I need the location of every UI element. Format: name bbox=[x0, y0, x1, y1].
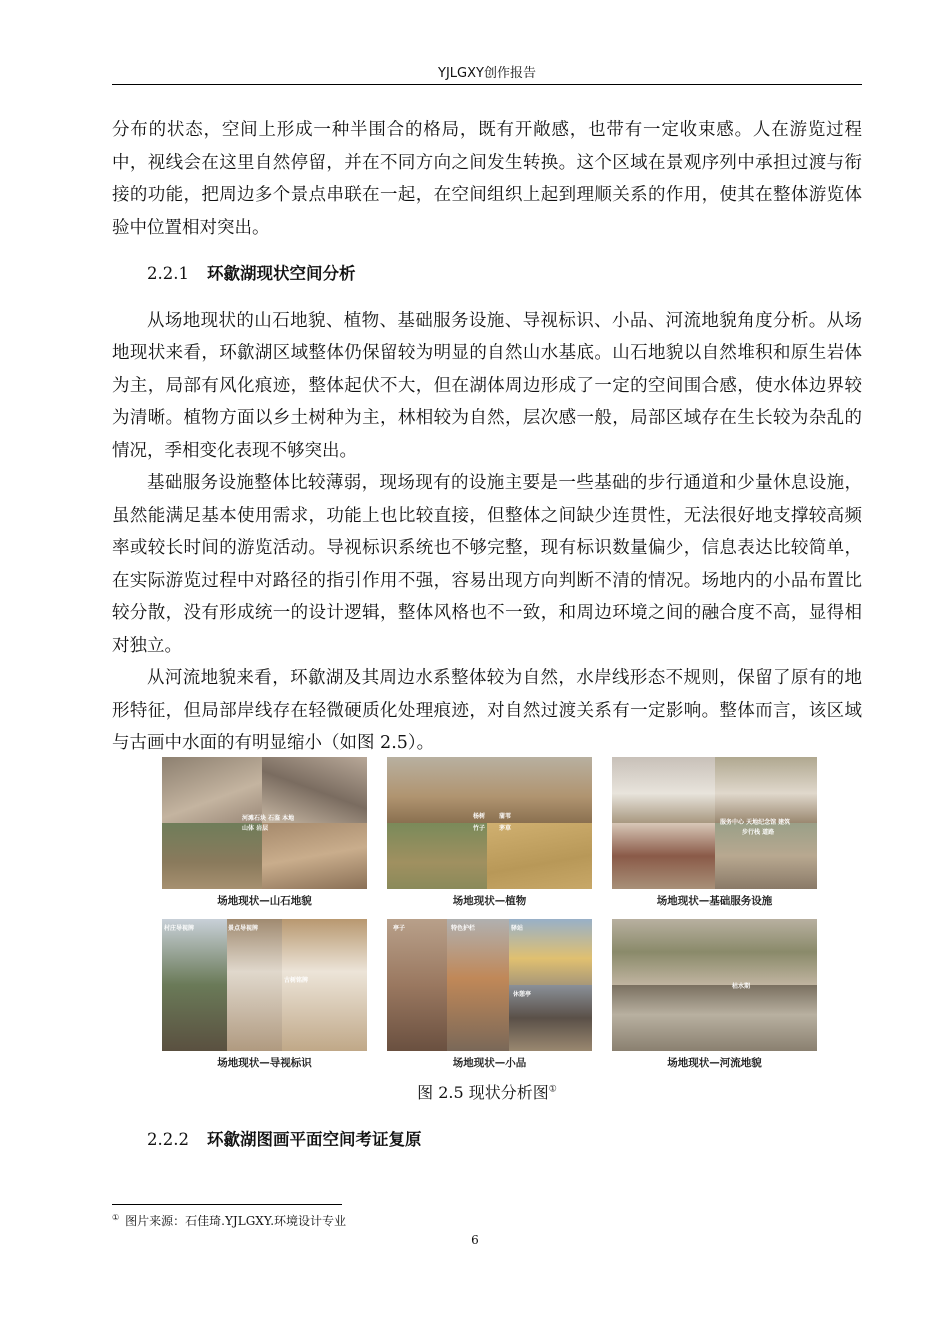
photo-tag: 古树铭牌 bbox=[284, 977, 309, 984]
paragraph-2: 基础服务设施整体比较薄弱，现场现有的设施主要是一些基础的步行通道和少量休息设施，虽然能满足基本使用需求，功能上也比较直接，但整体之间缺少连贯性，无法很好地支撑较高频率或较长时间的游览活动。导视标识系统也不够完整，现有标识数量偏少，信息表达比较简单，在实际游览过程中对路径的指引作用不强，容易出现方向判断不清的情况。场地内的小品布置比较分散，没有形成统一的设计逻辑，整体风格也不一致，和周边环境之间的融合度不高，显得相对独立。 bbox=[112, 473, 862, 656]
photo-tag: 特色护栏 bbox=[451, 925, 476, 932]
section-heading-222 bbox=[147, 1126, 421, 1150]
footnote-text: 图片来源：石佳琦.YJLGXY.环境设计专业 bbox=[125, 1214, 347, 1228]
photo-tag: 休憩亭 bbox=[513, 991, 532, 998]
panel-caption: 场地现状—小品 bbox=[452, 1057, 527, 1069]
header-rule bbox=[112, 84, 862, 85]
paragraph-3: 从河流地貌来看，环歙湖及其周边水系整体较为自然，水岸线形态不规则，保留了原有的地形特征，但局部岸线存在轻微硬质化处理痕迹，对自然过渡关系有一定影响。整体而言，该区域与古画中水面的有明显缩小（如图 2.5）。 bbox=[112, 668, 862, 753]
photo-tag: 景点导视牌 bbox=[228, 925, 259, 932]
panel-caption: 场地现状—植物 bbox=[452, 895, 527, 907]
photo-tag: 亭子 bbox=[393, 925, 406, 932]
photo-tag: 竹子 bbox=[473, 825, 486, 832]
paragraph-1: 从场地现状的山石地貌、植物、基础服务设施、导视标识、小品、河流地貌角度分析。从场地现状来看，环歙湖区域整体仍保留较为明显的自然山水基底。山石地貌以自然堆积和原生岩体为主，局部有风化痕迹，整体起伏不大，但在湖体周边形成了一定的空间围合感，使水体边界较为清晰。植物方面以乡土树种为主，林相较为自然，层次感一般，局部区域存在生长较为杂乱的情况，季相变化表现不够突出。 bbox=[112, 310, 862, 461]
footnote-rule bbox=[112, 1204, 342, 1205]
photo-tag: 村庄导视牌 bbox=[164, 925, 195, 932]
section-number: 2.2.2 bbox=[147, 1130, 189, 1149]
section-number: 2.2.1 bbox=[147, 264, 189, 283]
footnote-ref[interactable]: ① bbox=[548, 1084, 557, 1095]
page-number: 6 bbox=[471, 1233, 479, 1247]
photo-tag: 服务中心 天地纪念馆 建筑 bbox=[720, 819, 791, 826]
photo-river-landform bbox=[612, 919, 817, 1051]
figure-caption-text: 图 2.5 现状分析图 bbox=[417, 1083, 549, 1102]
photo-tag: 山体 岩层 bbox=[242, 825, 269, 832]
photo-tag: 河滩石块 石鉴 本地 bbox=[242, 815, 295, 822]
footnote-mark: ① bbox=[112, 1213, 120, 1222]
photo-tag: 蒲苇 bbox=[499, 813, 512, 820]
panel-caption: 场地现状—山石地貌 bbox=[217, 895, 312, 907]
figure-caption bbox=[112, 1080, 862, 1103]
panel-caption: 场地现状—河流地貌 bbox=[667, 1057, 762, 1069]
section-title: 环歙湖现状空间分析 bbox=[206, 264, 356, 283]
page-header: YJLGXY创作报告 bbox=[438, 66, 536, 81]
section-heading-221 bbox=[147, 258, 862, 291]
photo-sketch-elements bbox=[387, 919, 592, 1051]
photo-signage bbox=[162, 919, 367, 1051]
photo-tag: 枯水期 bbox=[732, 983, 751, 990]
photo-tag: 驿站 bbox=[511, 925, 524, 932]
footnote bbox=[112, 1212, 346, 1229]
photo-tag: 杨树 bbox=[473, 813, 486, 820]
photo-rock-landform bbox=[162, 757, 367, 889]
section-title: 环歙湖图画平面空间考证复原 bbox=[206, 1130, 422, 1149]
photo-plants bbox=[387, 757, 592, 889]
panel-caption: 场地现状—基础服务设施 bbox=[656, 895, 773, 907]
figure-2-5 bbox=[162, 757, 818, 1071]
photo-tag: 步行栈 道路 bbox=[742, 829, 775, 836]
photo-tag: 茅草 bbox=[499, 825, 512, 832]
photo-service-facilities bbox=[612, 757, 817, 889]
paragraph-continuation: 分布的状态，空间上形成一种半围合的格局，既有开敞感，也带有一定收束感。人在游览过程中，视线会在这里自然停留，并在不同方向之间发生转换。这个区域在景观序列中承担过渡与衔接的功能，把周边多个景点串联在一起，在空间组织上起到理顺关系的作用，使其在整体游览体验中位置相对突出。 bbox=[112, 120, 862, 238]
panel-caption: 场地现状—导视标识 bbox=[217, 1057, 312, 1069]
main-content bbox=[112, 114, 862, 760]
